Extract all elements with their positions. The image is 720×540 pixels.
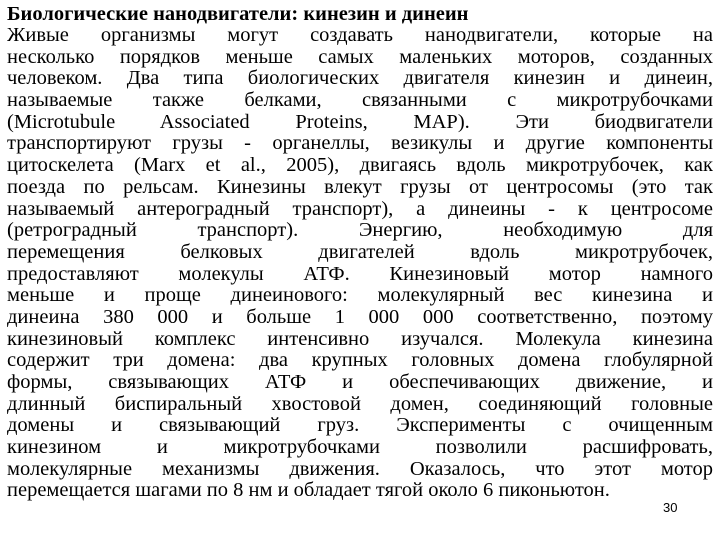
text-line: содержит три домена: два крупных головных домена глобулярной: [7, 350, 713, 372]
text-line: (ретроградный транспорт). Энергию, необходимую для: [7, 220, 713, 242]
text-line: человеком. Два типа биологических двигателя кинезин и динеин,: [7, 68, 713, 90]
text-line: называемые также белками, связанными с микротрубочками: [7, 90, 713, 112]
text-line: кинезином и микротрубочками позволили расшифровать,: [7, 437, 713, 459]
text-line: (Microtubule Associated Proteins, MAP). Эти биодвигатели: [7, 111, 713, 133]
slide-title: Биологические нанодвигатели: кинезин и динеин: [7, 3, 469, 25]
text-line: цитоскелета (Marx et al., 2005), двигаясь вдоль микротрубочек, как: [7, 155, 713, 177]
text-line: Живые организмы могут создавать нанодвигатели, которые на: [7, 25, 713, 46]
body-text: [7, 25, 713, 502]
text-line: предоставляют молекулы АТФ. Кинезиновый мотор намного: [7, 263, 713, 285]
text-line: несколько порядков меньше самых маленьких моторов, созданных: [7, 46, 713, 68]
text-line: длинный биспиральный хвостовой домен, соединяющий головные: [7, 393, 713, 415]
text-line: поезда по рельсам. Кинезины влекут грузы от центросомы (это так: [7, 176, 713, 198]
text-line: молекулярные механизмы движения. Оказалось, что этот мотор: [7, 458, 713, 480]
text-line: кинезиновый комплекс интенсивно изучался. Молекула кинезина: [7, 328, 713, 350]
text-line: динеина 380 000 и больше 1 000 000 соответственно, поэтому: [7, 306, 713, 328]
text-line: формы, связывающих АТФ и обеспечивающих движение, и: [7, 372, 713, 393]
text-line: домены и связывающий груз. Эксперименты с очищенным: [7, 415, 713, 437]
text-line: транспортируют грузы - органеллы, везикулы и другие компоненты: [7, 133, 713, 155]
text-line: перемещения белковых двигателей вдоль микротрубочек,: [7, 241, 713, 263]
page-number: 30: [663, 500, 678, 515]
text-line: называемый антероградный транспорт), а динеины - к центросоме: [7, 198, 713, 220]
text-line: перемещается шагами по 8 нм и обладает тягой около 6 пиконьютон.: [7, 480, 610, 502]
text-line: меньше и проще динеинового: молекулярный вес кинезина и: [7, 285, 713, 307]
